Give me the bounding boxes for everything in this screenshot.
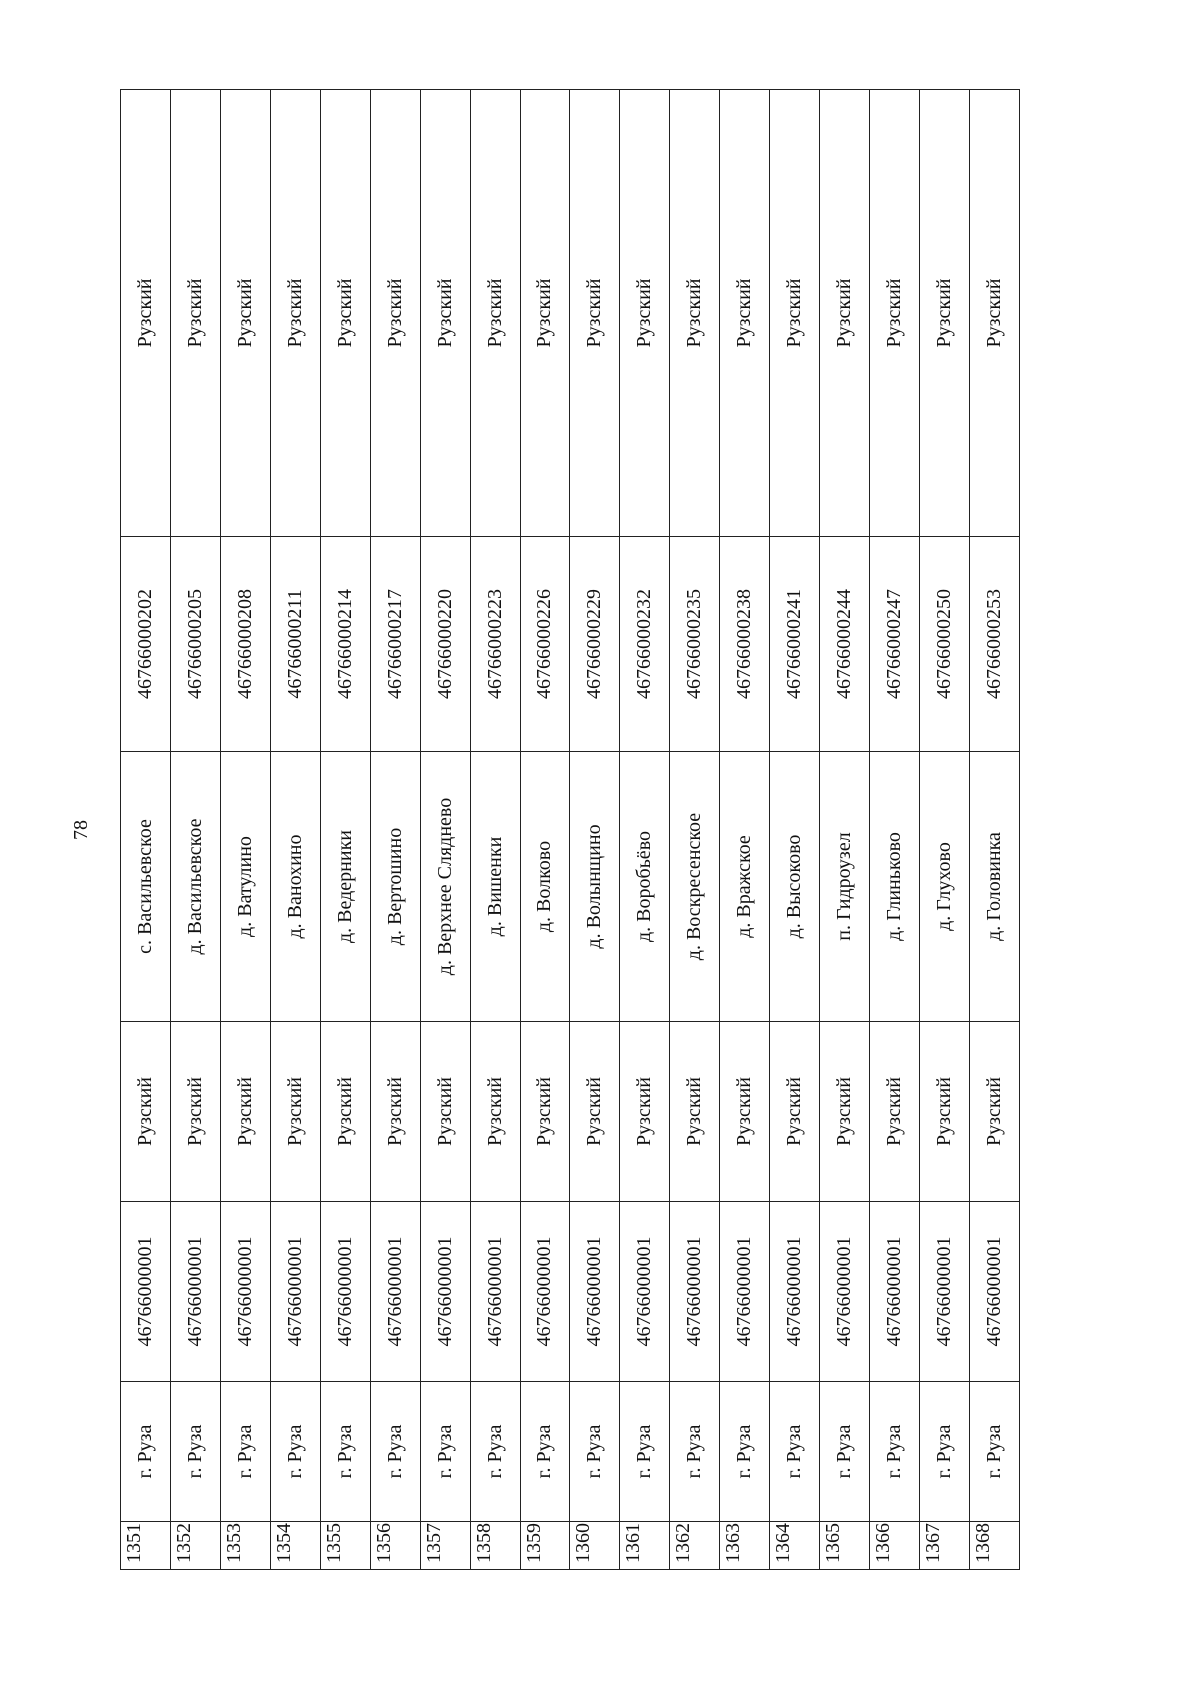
settlement-district-cell: Рузский	[720, 90, 770, 537]
city-cell: г. Руза	[520, 1382, 570, 1522]
city-cell: г. Руза	[720, 1382, 770, 1522]
settlement-district-cell: Рузский	[670, 90, 720, 537]
city-code-cell: 46766000001	[570, 1202, 620, 1382]
settlement-name-cell: д. Вертошино	[370, 752, 420, 1022]
settlement-code-cell: 46766000226	[520, 537, 570, 752]
city-cell: г. Руза	[920, 1382, 970, 1522]
city-district-cell: Рузский	[920, 1022, 970, 1202]
city-code-cell: 46766000001	[121, 1202, 171, 1382]
row-number-cell: 1361	[620, 1522, 670, 1570]
settlement-name-cell: д. Верхнее Сляднево	[420, 752, 470, 1022]
table-row	[470, 90, 520, 1570]
settlement-name-cell: д. Васильевское	[170, 752, 220, 1022]
city-district-cell: Рузский	[969, 1022, 1019, 1202]
city-district-cell: Рузский	[520, 1022, 570, 1202]
settlement-code-cell: 46766000235	[670, 537, 720, 752]
row-number-cell: 1366	[870, 1522, 920, 1570]
row-number-cell: 1358	[470, 1522, 520, 1570]
settlement-code-cell: 46766000214	[320, 537, 370, 752]
row-number-cell: 1364	[770, 1522, 820, 1570]
table-row	[720, 90, 770, 1570]
settlement-code-cell: 46766000220	[420, 537, 470, 752]
city-district-cell: Рузский	[220, 1022, 270, 1202]
settlement-district-cell: Рузский	[270, 90, 320, 537]
city-cell: г. Руза	[470, 1382, 520, 1522]
city-cell: г. Руза	[270, 1382, 320, 1522]
city-code-cell: 46766000001	[770, 1202, 820, 1382]
row-number-cell: 1356	[370, 1522, 420, 1570]
table-row	[320, 90, 370, 1570]
city-cell: г. Руза	[121, 1382, 171, 1522]
city-code-cell: 46766000001	[220, 1202, 270, 1382]
city-district-cell: Рузский	[270, 1022, 320, 1202]
settlement-code-cell: 46766000208	[220, 537, 270, 752]
settlement-district-cell: Рузский	[320, 90, 370, 537]
table-row	[520, 90, 570, 1570]
city-code-cell: 46766000001	[920, 1202, 970, 1382]
table-row	[920, 90, 970, 1570]
settlement-district-cell: Рузский	[121, 90, 171, 537]
settlement-code-cell: 46766000202	[121, 537, 171, 752]
settlement-code-cell: 46766000238	[720, 537, 770, 752]
table-row	[969, 90, 1019, 1570]
table-row	[870, 90, 920, 1570]
city-cell: г. Руза	[670, 1382, 720, 1522]
settlement-code-cell: 46766000247	[870, 537, 920, 752]
row-number-cell: 1368	[969, 1522, 1019, 1570]
city-cell: г. Руза	[170, 1382, 220, 1522]
city-district-cell: Рузский	[370, 1022, 420, 1202]
table-container	[120, 90, 1020, 1570]
settlement-table	[120, 89, 1020, 1570]
city-cell: г. Руза	[420, 1382, 470, 1522]
settlement-district-cell: Рузский	[920, 90, 970, 537]
city-cell: г. Руза	[969, 1382, 1019, 1522]
city-cell: г. Руза	[220, 1382, 270, 1522]
settlement-district-cell: Рузский	[470, 90, 520, 537]
city-cell: г. Руза	[770, 1382, 820, 1522]
city-district-cell: Рузский	[420, 1022, 470, 1202]
city-district-cell: Рузский	[670, 1022, 720, 1202]
city-district-cell: Рузский	[870, 1022, 920, 1202]
table-row	[770, 90, 820, 1570]
row-number-cell: 1357	[420, 1522, 470, 1570]
settlement-name-cell: д. Головинка	[969, 752, 1019, 1022]
city-code-cell: 46766000001	[320, 1202, 370, 1382]
settlement-code-cell: 46766000253	[969, 537, 1019, 752]
city-district-cell: Рузский	[470, 1022, 520, 1202]
page-number: 78	[70, 820, 92, 840]
settlement-code-cell: 46766000229	[570, 537, 620, 752]
table-row	[270, 90, 320, 1570]
city-code-cell: 46766000001	[969, 1202, 1019, 1382]
city-district-cell: Рузский	[770, 1022, 820, 1202]
settlement-code-cell: 46766000223	[470, 537, 520, 752]
city-cell: г. Руза	[620, 1382, 670, 1522]
settlement-name-cell: д. Ватулино	[220, 752, 270, 1022]
settlement-district-cell: Рузский	[969, 90, 1019, 537]
settlement-district-cell: Рузский	[770, 90, 820, 537]
row-number-cell: 1359	[520, 1522, 570, 1570]
settlement-name-cell: д. Высоково	[770, 752, 820, 1022]
settlement-name-cell: д. Глухово	[920, 752, 970, 1022]
settlement-district-cell: Рузский	[620, 90, 670, 537]
settlement-name-cell: п. Гидроузел	[820, 752, 870, 1022]
settlement-name-cell: д. Волынщино	[570, 752, 620, 1022]
settlement-name-cell: д. Вражское	[720, 752, 770, 1022]
settlement-district-cell: Рузский	[570, 90, 620, 537]
table-row	[820, 90, 870, 1570]
settlement-code-cell: 46766000205	[170, 537, 220, 752]
city-district-cell: Рузский	[170, 1022, 220, 1202]
row-number-cell: 1360	[570, 1522, 620, 1570]
settlement-district-cell: Рузский	[370, 90, 420, 537]
city-code-cell: 46766000001	[720, 1202, 770, 1382]
row-number-cell: 1355	[320, 1522, 370, 1570]
settlement-district-cell: Рузский	[220, 90, 270, 537]
city-code-cell: 46766000001	[620, 1202, 670, 1382]
settlement-district-cell: Рузский	[820, 90, 870, 537]
city-district-cell: Рузский	[570, 1022, 620, 1202]
table-row	[170, 90, 220, 1570]
settlement-name-cell: д. Ванохино	[270, 752, 320, 1022]
row-number-cell: 1363	[720, 1522, 770, 1570]
settlement-name-cell: д. Вишенки	[470, 752, 520, 1022]
settlement-name-cell: с. Васильевское	[121, 752, 171, 1022]
settlement-code-cell: 46766000217	[370, 537, 420, 752]
city-code-cell: 46766000001	[370, 1202, 420, 1382]
settlement-district-cell: Рузский	[870, 90, 920, 537]
city-district-cell: Рузский	[620, 1022, 670, 1202]
row-number-cell: 1352	[170, 1522, 220, 1570]
city-district-cell: Рузский	[820, 1022, 870, 1202]
row-number-cell: 1362	[670, 1522, 720, 1570]
city-code-cell: 46766000001	[470, 1202, 520, 1382]
settlement-code-cell: 46766000211	[270, 537, 320, 752]
table-body	[121, 90, 1020, 1570]
table-row	[620, 90, 670, 1570]
table-row	[220, 90, 270, 1570]
row-number-cell: 1351	[121, 1522, 171, 1570]
city-code-cell: 46766000001	[170, 1202, 220, 1382]
settlement-district-cell: Рузский	[170, 90, 220, 537]
settlement-name-cell: д. Волково	[520, 752, 570, 1022]
city-cell: г. Руза	[320, 1382, 370, 1522]
settlement-code-cell: 46766000250	[920, 537, 970, 752]
table-row	[570, 90, 620, 1570]
row-number-cell: 1354	[270, 1522, 320, 1570]
city-code-cell: 46766000001	[420, 1202, 470, 1382]
row-number-cell: 1367	[920, 1522, 970, 1570]
row-number-cell: 1353	[220, 1522, 270, 1570]
city-code-cell: 46766000001	[670, 1202, 720, 1382]
settlement-district-cell: Рузский	[520, 90, 570, 537]
settlement-name-cell: д. Ведерники	[320, 752, 370, 1022]
settlement-code-cell: 46766000244	[820, 537, 870, 752]
city-cell: г. Руза	[870, 1382, 920, 1522]
city-code-cell: 46766000001	[270, 1202, 320, 1382]
settlement-code-cell: 46766000232	[620, 537, 670, 752]
settlement-name-cell: д. Глиньково	[870, 752, 920, 1022]
settlement-name-cell: д. Воробьёво	[620, 752, 670, 1022]
table-row	[670, 90, 720, 1570]
city-code-cell: 46766000001	[520, 1202, 570, 1382]
table-row	[121, 90, 171, 1570]
city-code-cell: 46766000001	[870, 1202, 920, 1382]
city-cell: г. Руза	[570, 1382, 620, 1522]
settlement-district-cell: Рузский	[420, 90, 470, 537]
table-row	[420, 90, 470, 1570]
city-code-cell: 46766000001	[820, 1202, 870, 1382]
city-district-cell: Рузский	[720, 1022, 770, 1202]
city-district-cell: Рузский	[121, 1022, 171, 1202]
city-district-cell: Рузский	[320, 1022, 370, 1202]
table-row	[370, 90, 420, 1570]
city-cell: г. Руза	[820, 1382, 870, 1522]
row-number-cell: 1365	[820, 1522, 870, 1570]
settlement-name-cell: д. Воскресенское	[670, 752, 720, 1022]
settlement-code-cell: 46766000241	[770, 537, 820, 752]
city-cell: г. Руза	[370, 1382, 420, 1522]
